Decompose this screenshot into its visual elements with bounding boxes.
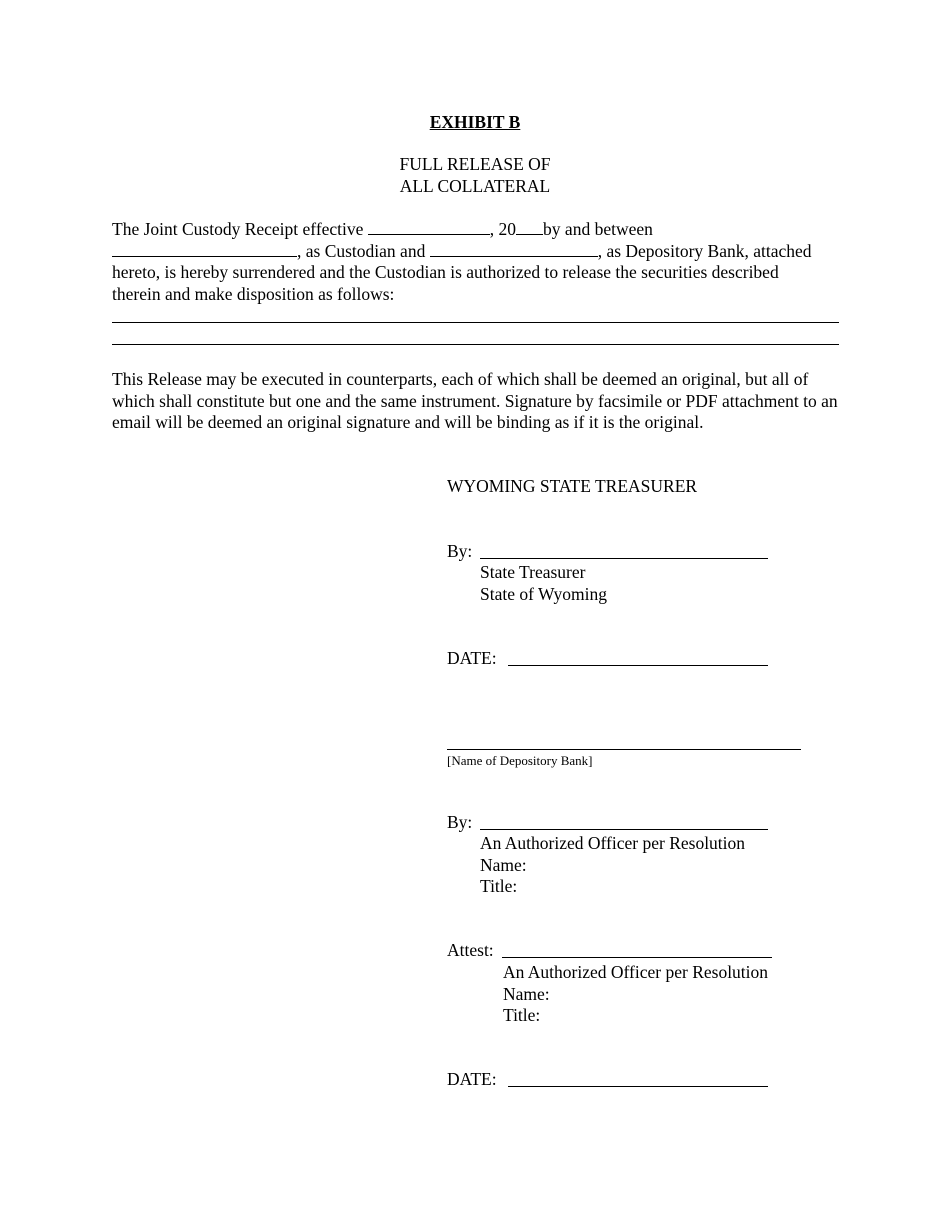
bank-signature-line[interactable] bbox=[480, 829, 768, 830]
intro-line-3: hereto, is hereby surrendered and the Custodian is authorized to release the securities described bbox=[112, 262, 779, 282]
exhibit-title: EXHIBIT B bbox=[429, 112, 521, 132]
intro-text-year: , 20 bbox=[489, 219, 517, 239]
attest-officer-label: An Authorized Officer per Resolution bbox=[503, 962, 769, 982]
treasurer-date-label: DATE: bbox=[447, 648, 497, 668]
bank-name-line[interactable] bbox=[447, 749, 801, 750]
bank-by-label: By: bbox=[447, 812, 473, 832]
bank-title-label: Title: bbox=[480, 876, 518, 896]
treasurer-by-label: By: bbox=[447, 541, 473, 561]
intro-text-effective: The Joint Custody Receipt effective bbox=[112, 219, 368, 239]
bank-officer-label: An Authorized Officer per Resolution bbox=[480, 833, 746, 853]
bank-name-caption: [Name of Depository Bank] bbox=[447, 753, 593, 768]
year-blank[interactable] bbox=[516, 219, 543, 235]
depository-bank-blank[interactable] bbox=[430, 241, 598, 257]
attest-signature-line[interactable] bbox=[502, 957, 772, 958]
bank-date-label: DATE: bbox=[447, 1069, 497, 1089]
intro-text-depository: , as Depository Bank, attached bbox=[597, 241, 812, 261]
attest-name-label: Name: bbox=[503, 984, 550, 1004]
disposition-line-2[interactable] bbox=[112, 344, 839, 345]
attest-title-label: Title: bbox=[503, 1005, 541, 1025]
intro-text-between: by and between bbox=[543, 219, 653, 239]
effective-date-blank[interactable] bbox=[368, 219, 490, 235]
treasurer-title: State Treasurer bbox=[480, 562, 586, 582]
treasurer-state: State of Wyoming bbox=[480, 584, 607, 604]
bank-date-line[interactable] bbox=[508, 1086, 768, 1087]
treasurer-signature-line[interactable] bbox=[480, 558, 768, 559]
treasurer-heading: WYOMING STATE TREASURER bbox=[447, 476, 698, 496]
disposition-line-1[interactable] bbox=[112, 322, 839, 323]
attest-label: Attest: bbox=[447, 940, 494, 960]
custodian-blank[interactable] bbox=[112, 241, 297, 257]
bank-name-label: Name: bbox=[480, 855, 527, 875]
subtitle-line-1: FULL RELEASE OF bbox=[399, 154, 551, 174]
intro-line-4: therein and make disposition as follows: bbox=[112, 284, 395, 304]
intro-line-2 bbox=[112, 241, 812, 263]
subtitle-line-2: ALL COLLATERAL bbox=[399, 176, 551, 196]
treasurer-date-line[interactable] bbox=[508, 665, 768, 666]
intro-text-custodian: , as Custodian and bbox=[297, 241, 430, 261]
intro-line-1 bbox=[112, 219, 653, 241]
counterparts-paragraph: This Release may be executed in counterparts, each of which shall be deemed an original, but all of which shall constitute but one and the same instrument. Signature by facsimile or PDF attachment to an email will be deemed an original signature and will be binding as if it is the original. bbox=[112, 369, 838, 432]
